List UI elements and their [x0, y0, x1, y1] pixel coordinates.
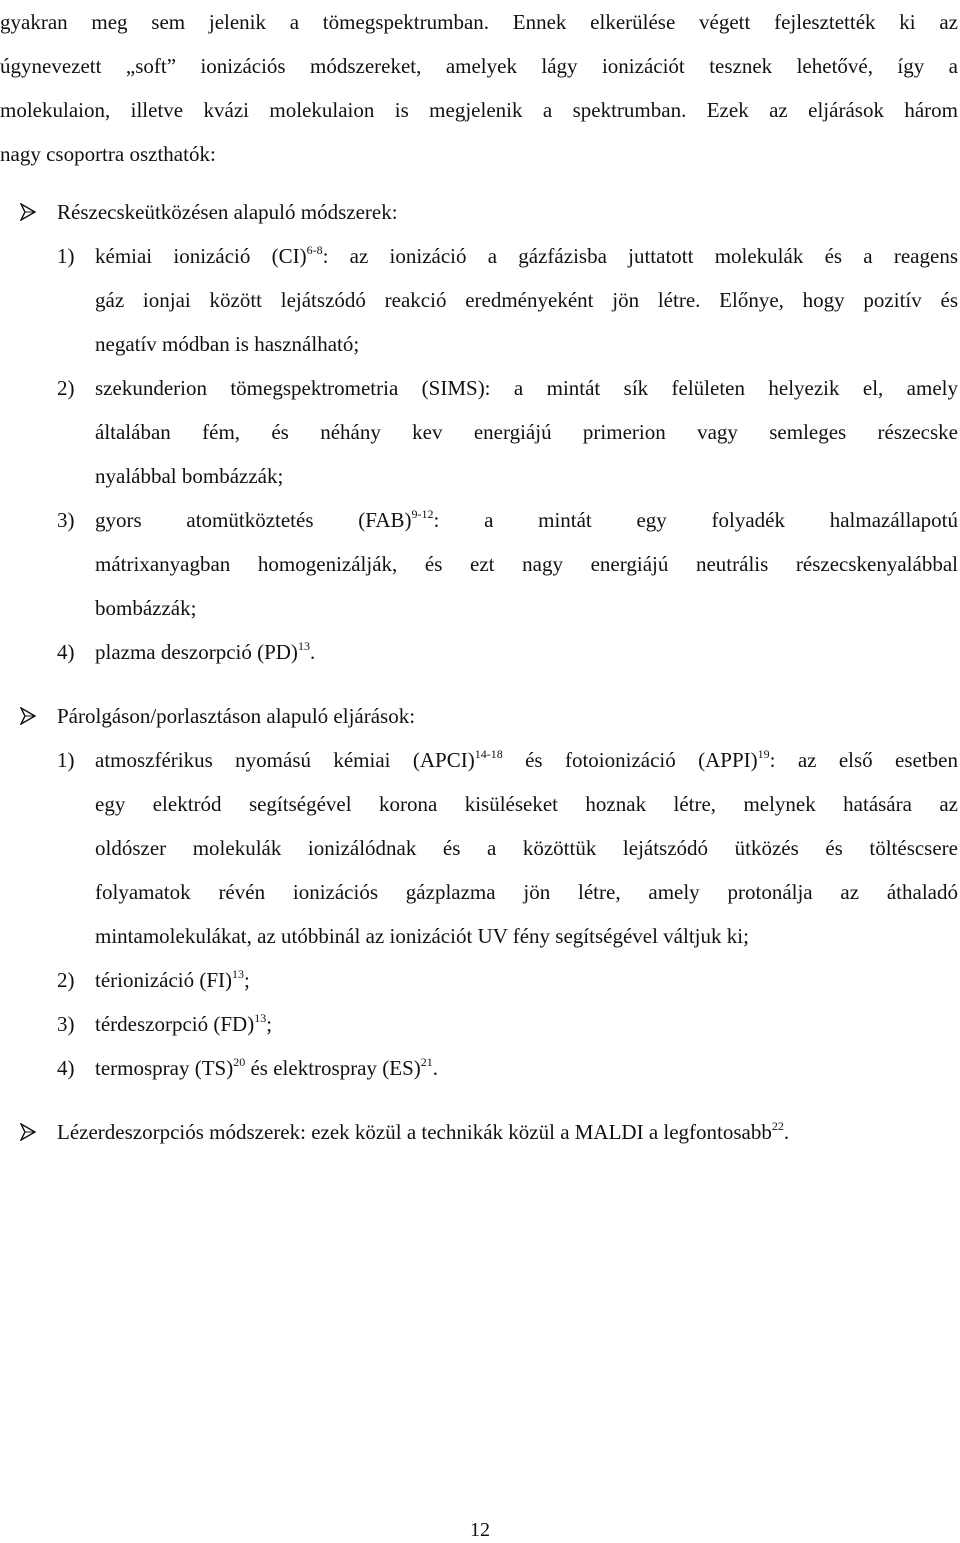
- list-item-fi: [0, 958, 958, 1002]
- citation-superscript: 21: [420, 1055, 433, 1069]
- item-number: 4): [57, 640, 75, 664]
- item-text: .: [432, 1056, 438, 1080]
- section-heading-text: Párolgáson/porlasztáson alapuló eljárások:: [57, 704, 416, 728]
- list-item-apci: [0, 738, 958, 958]
- citation-superscript: 20: [233, 1055, 246, 1069]
- item-text: atmoszférikus nyomású kémiai (APCI): [95, 748, 475, 772]
- citation-superscript: 13: [254, 1011, 267, 1025]
- list-item-fd: [0, 1002, 958, 1046]
- item-line: folyamatok révén ionizációs gázplazma jön létre, amely protonálja az áthaladó: [95, 880, 958, 904]
- list-item-ci: [0, 234, 958, 366]
- item-number: 3): [57, 508, 75, 532]
- item-line: [95, 1046, 958, 1090]
- list-item-sims: [0, 366, 958, 498]
- item-line: mintamolekulákat, az utóbbinál az ionizációt UV fény segítségével váltjuk ki;: [95, 924, 749, 948]
- item-line: egy elektród segítségével korona kisüléseket hoznak létre, melynek hatására az: [95, 792, 958, 816]
- list-item-pd: [0, 630, 958, 674]
- citation-superscript: 19: [757, 747, 770, 761]
- item-line: szekunderion tömegspektrometria (SIMS): a mintát sík felületen helyezik el, amely: [95, 376, 958, 400]
- section-heading: [0, 1110, 958, 1154]
- intro-line: molekulaion, illetve kvázi molekulaion is megjelenik a spektrumban. Ezek az eljárások három: [0, 98, 958, 122]
- citation-superscript: 6-8: [306, 243, 323, 257]
- item-text: kémiai ionizáció (CI): [95, 244, 307, 268]
- item-line: nyalábbal bombázzák;: [95, 464, 284, 488]
- item-number: 4): [57, 1056, 75, 1080]
- intro-line: gyakran meg sem jelenik a tömegspektrumban. Ennek elkerülése végett fejlesztették ki az: [0, 10, 958, 34]
- section-heading-text: Részecskeütközésen alapuló módszerek:: [57, 200, 398, 224]
- citation-superscript: 22: [771, 1119, 784, 1133]
- item-text: térdeszorpció (FD): [95, 1012, 255, 1036]
- item-text: és fotoionizáció (APPI): [502, 748, 758, 772]
- section-heading-text: Lézerdeszorpciós módszerek: ezek közül a technikák közül a MALDI a legfontosabb: [57, 1120, 772, 1144]
- item-text: gyors atomütköztetés (FAB): [95, 508, 412, 532]
- item-line: mátrixanyagban homogenizálják, és ezt nagy energiájú neutrális részecskenyalábbal: [95, 552, 958, 576]
- citation-superscript: 14-18: [474, 747, 503, 761]
- item-text: ;: [266, 1012, 273, 1036]
- section-heading: [0, 694, 958, 738]
- citation-superscript: 9-12: [411, 507, 434, 521]
- item-line: [95, 1002, 958, 1046]
- item-line: oldószer molekulák ionizálódnak és a közöttük lejátszódó ütközés és töltéscsere: [95, 836, 958, 860]
- intro-line: úgynevezett „soft” ionizációs módszereket, amelyek lágy ionizációt tesznek lehetővé, így a: [0, 54, 958, 78]
- item-number: 1): [57, 748, 75, 772]
- arrowhead-bullet-icon: [20, 1123, 36, 1141]
- item-text: és elektrospray (ES): [245, 1056, 421, 1080]
- item-number: 1): [57, 244, 75, 268]
- item-text: : az első esetben: [769, 748, 958, 772]
- page-number: 12: [470, 1519, 490, 1541]
- item-text: térionizáció (FI): [95, 968, 233, 992]
- item-text: : az ionizáció a gázfázisba juttatott molekulák és a reagens: [322, 244, 958, 268]
- item-number: 2): [57, 376, 75, 400]
- section-heading-text: .: [783, 1120, 790, 1144]
- item-line: [95, 738, 958, 782]
- section-evaporation-methods: [0, 694, 958, 1090]
- section-heading: [0, 190, 958, 234]
- item-number: 3): [57, 1012, 75, 1036]
- section-laser-methods: [0, 1110, 958, 1154]
- item-line: negatív módban is használható;: [95, 332, 360, 356]
- item-line: [95, 498, 958, 542]
- citation-superscript: 13: [297, 639, 310, 653]
- arrowhead-bullet-icon: [20, 203, 36, 221]
- arrowhead-bullet-icon: [20, 707, 36, 725]
- item-text: .: [309, 640, 316, 664]
- intro-paragraph: [0, 0, 958, 176]
- item-line: [95, 234, 958, 278]
- item-line: [95, 958, 958, 1002]
- item-line: gáz ionjai között lejátszódó reakció eredményeként jön létre. Előnye, hogy pozitív és: [95, 288, 958, 312]
- item-number: 2): [57, 968, 75, 992]
- item-text: termospray (TS): [95, 1056, 234, 1080]
- item-line: bombázzák;: [95, 596, 197, 620]
- section-collision-methods: [0, 190, 958, 674]
- list-item-fab: [0, 498, 958, 630]
- citation-superscript: 13: [232, 967, 245, 981]
- intro-line: nagy csoportra oszthatók:: [0, 142, 216, 166]
- list-item-ts-es: [0, 1046, 958, 1090]
- item-text: plazma deszorpció (PD): [95, 640, 298, 664]
- item-line: általában fém, és néhány kev energiájú primerion vagy semleges részecske: [95, 420, 958, 444]
- item-line: [95, 630, 958, 674]
- item-text: ;: [244, 968, 250, 992]
- item-text: : a mintát egy folyadék halmazállapotú: [433, 508, 958, 532]
